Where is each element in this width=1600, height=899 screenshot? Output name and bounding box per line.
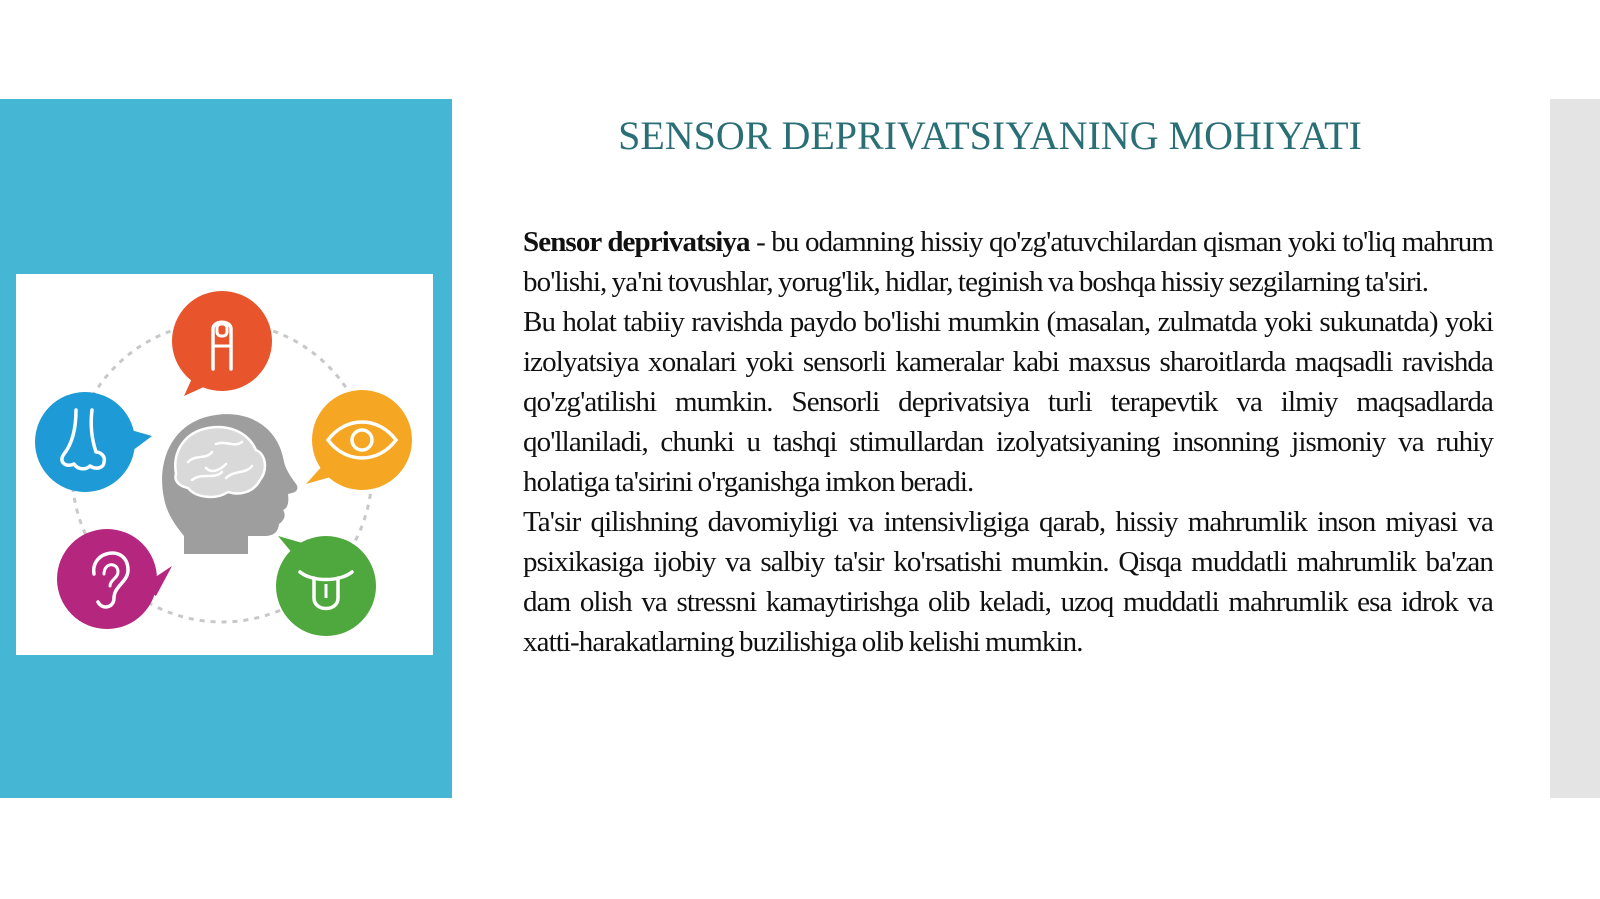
senses-illustration xyxy=(16,274,433,655)
right-side-strip xyxy=(1550,99,1600,798)
body-text xyxy=(523,222,1493,662)
eye-icon xyxy=(306,390,412,490)
ear-icon xyxy=(57,529,172,629)
paragraph-occurrence: Bu holat tabiiy ravishda paydo bo'lishi mumkin (masalan, zulmatda yoki sukunatda) yoki izolyatsiya xonalari yoki sensorli kameralar kabi maxsus sharoitlarda maqsadli ravishda qo'zg'atilishi mumkin. Sensorli deprivatsiya turli terapevtik va ilmiy maqsadlarda qo'llaniladi, chunki u tashqi stimullardan izolyatsiyaning insonning jismoniy va ruhiy holatiga ta'sirini o'rganishga imkon beradi. xyxy=(523,306,1493,498)
term-bold: Sensor deprivatsiya xyxy=(523,226,750,258)
definition-text: - bu odamning hissiy qo'zg'atuvchilardan qisman yoki to'liq mahrum bo'lishi, ya'ni tovushlar, yorug'lik, hidlar, teginish va boshqa hissiy sezgilarning ta'siri. xyxy=(523,226,1493,298)
paragraph-definition xyxy=(523,222,1493,302)
tongue-icon xyxy=(276,536,376,636)
paragraph-effects: Ta'sir qilishning davomiyligi va intensivligiga qarab, hissiy mahrumlik inson miyasi va psixikasiga ijobiy va salbiy ta'sir ko'rsatishi mumkin. Qisqa muddatli mahrumlik ba'zan dam olish va stressni kamaytirishga olib keladi, uzoq muddatli mahrumlik esa idrok va xatti-harakatlarning buzilishiga olib kelishi mumkin. xyxy=(523,506,1493,658)
head-brain-icon xyxy=(162,414,297,554)
finger-touch-icon xyxy=(172,291,272,396)
nose-icon xyxy=(35,392,152,492)
slide-title: SENSOR DEPRIVATSIYANING MOHIYATI xyxy=(618,113,1362,158)
